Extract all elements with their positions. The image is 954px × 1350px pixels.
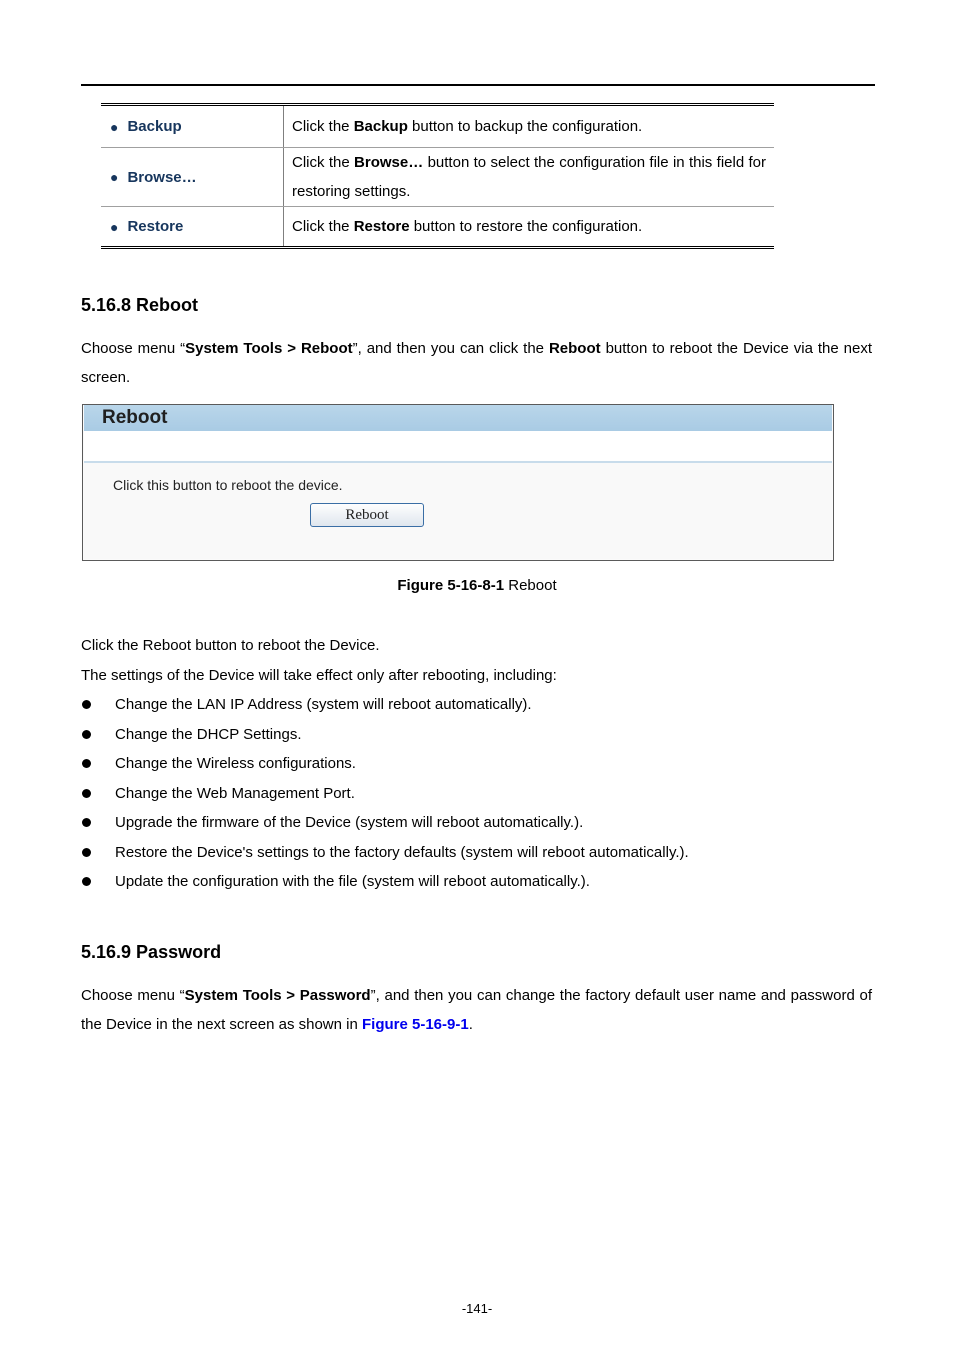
figure-caption: Figure 5-16-8-1 Reboot [397,577,557,594]
reboot-line-1: Click the Reboot button to reboot the Device. [81,637,380,654]
header-rule [81,84,875,86]
bullet-icon [82,877,91,886]
table-row [101,105,774,148]
reboot-figure [82,404,834,561]
list-item: Change the DHCP Settings. [81,720,689,750]
param-description: Click the Browse… button to select the configuration file in this field for restoring settings. [284,148,775,207]
bullet-icon [82,759,91,768]
section-heading-reboot: 5.16.8 Reboot [81,295,199,315]
param-backup: ● Backup [110,118,182,135]
list-item: Restore the Device's settings to the factory defaults (system will reboot automatically.). [81,838,689,868]
figure-instruction: Click this button to reboot the device. [113,477,343,493]
list-item: Update the configuration with the file (system will reboot automatically.). [81,867,689,897]
bullet-icon [82,789,91,798]
table-row [101,148,774,207]
figure-title-bar [84,405,832,431]
figure-link[interactable]: Figure 5-16-9-1 [362,1016,469,1033]
list-item: Change the Wireless configurations. [81,749,689,779]
bullet-icon: ● [110,118,119,135]
figure-title: Reboot [102,407,168,428]
bullet-icon [82,730,91,739]
list-item: Change the LAN IP Address (system will reboot automatically). [81,690,689,720]
list-item: Change the Web Management Port. [81,779,689,809]
table-row [101,207,774,248]
reboot-line-2: The settings of the Device will take effect only after rebooting, including: [81,667,557,684]
bullet-icon: ● [110,169,119,185]
reboot-conditions-list [81,690,689,897]
param-browse: ● Browse… [110,168,197,186]
param-description: Click the Backup button to backup the configuration. [284,105,775,148]
parameter-table [101,103,774,249]
bullet-icon [82,848,91,857]
param-description: Click the Restore button to restore the configuration. [292,218,643,235]
reboot-button[interactable]: Reboot [310,503,424,527]
param-restore: ● Restore [110,218,184,235]
password-intro: Choose menu “System Tools > Password”, and then you can change the factory default user name and password of the Device in the next screen as shown in Figure 5-16-9-1. [81,987,873,1033]
bullet-icon [82,818,91,827]
page-number: -141- [461,1301,493,1316]
reboot-intro: Choose menu “System Tools > Reboot”, and then you can click the Reboot button to reboot the Device via the next screen. [81,340,872,386]
list-item: Upgrade the firmware of the Device (system will reboot automatically.). [81,808,689,838]
section-heading-password: 5.16.9 Password [81,942,222,962]
bullet-icon [82,700,91,709]
bullet-icon: ● [110,218,119,235]
